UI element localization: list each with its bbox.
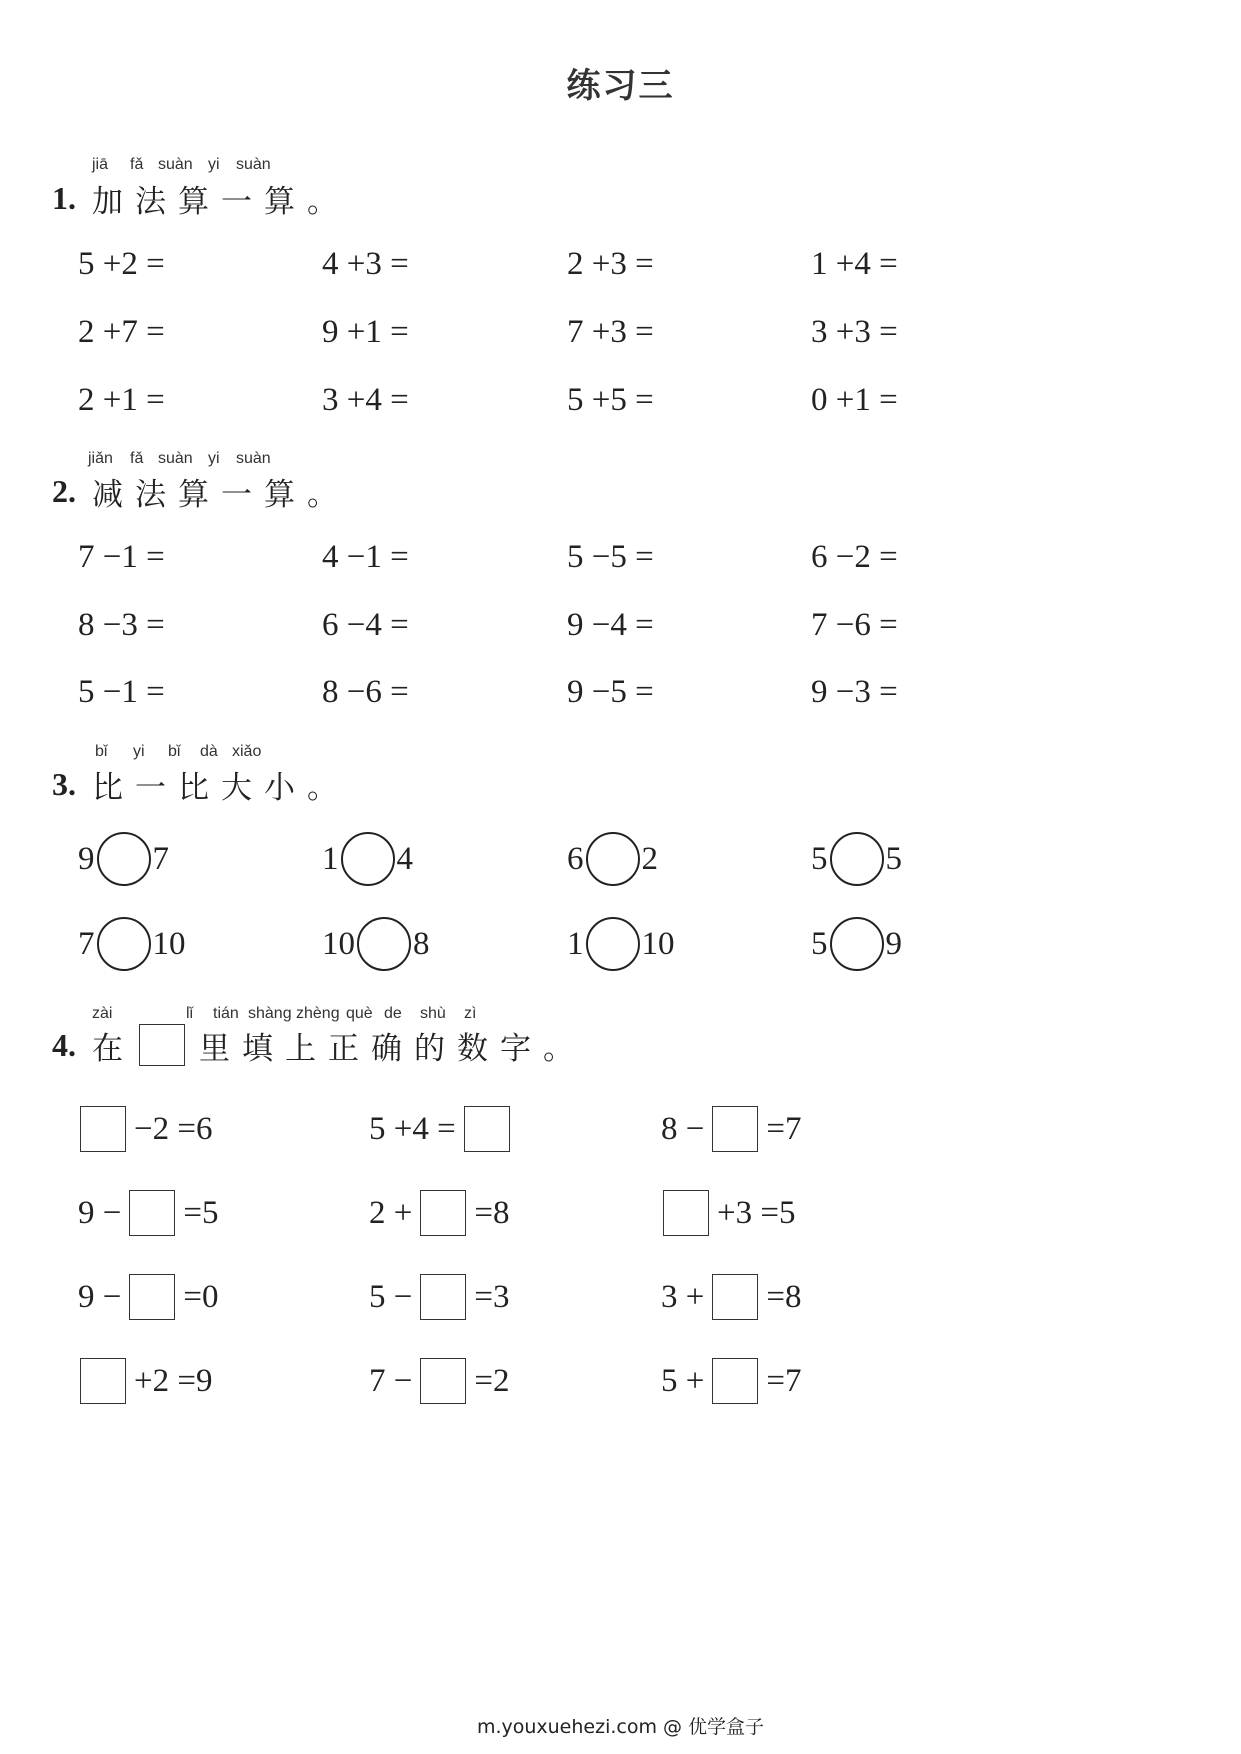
pinyin: suàn	[236, 450, 271, 467]
answer-box[interactable]	[464, 1106, 510, 1152]
equation-part: 5 +4 =	[369, 1110, 456, 1147]
fill-item	[80, 1356, 212, 1406]
answer-box[interactable]	[712, 1274, 758, 1320]
section-number: 1.	[52, 179, 76, 216]
equation: 2 +1 =	[78, 382, 165, 418]
fill-item	[80, 1104, 212, 1154]
section-number: 3.	[52, 765, 76, 802]
section-title-before: 在	[92, 1030, 135, 1067]
equation-part: 5 −	[369, 1278, 413, 1315]
answer-box[interactable]	[712, 1358, 758, 1404]
compare-item	[567, 829, 658, 889]
section-number: 2.	[52, 472, 76, 509]
equation: 8 −6 =	[322, 674, 409, 710]
answer-circle[interactable]	[586, 917, 640, 971]
equation: 2 +7 =	[78, 314, 165, 350]
answer-box[interactable]	[80, 1358, 126, 1404]
right-number: 5	[885, 840, 902, 877]
addition-row	[0, 378, 1241, 422]
equation: 5 +2 =	[78, 246, 165, 282]
equation-part: =7	[766, 1362, 802, 1399]
equation: 7 −1 =	[78, 539, 165, 575]
equation-part: =3	[474, 1278, 510, 1315]
equation-part: =5	[183, 1194, 219, 1231]
compare-item	[322, 914, 430, 974]
answer-circle[interactable]	[97, 832, 151, 886]
pinyin: shù	[420, 1005, 446, 1022]
equation-part: =8	[474, 1194, 510, 1231]
left-number: 1	[322, 840, 339, 877]
pinyin: fǎ	[130, 156, 144, 173]
equation-part: =0	[183, 1278, 219, 1315]
section-3-heading	[52, 761, 350, 807]
equation-part: +2 =9	[134, 1362, 213, 1399]
answer-circle[interactable]	[97, 917, 151, 971]
right-number: 8	[413, 925, 430, 962]
compare-item	[811, 914, 902, 974]
equation-part: =7	[766, 1110, 802, 1147]
pinyin: suàn	[236, 156, 271, 173]
left-number: 5	[811, 925, 828, 962]
pinyin: yi	[133, 743, 145, 760]
equation-part: 2 +	[369, 1194, 413, 1231]
section-title	[92, 1023, 586, 1068]
right-number: 10	[152, 925, 186, 962]
equation: 3 +3 =	[811, 314, 898, 350]
equation: 9 −5 =	[567, 674, 654, 710]
equation: 5 −5 =	[567, 539, 654, 575]
equation-part: +3 =5	[717, 1194, 796, 1231]
compare-item	[78, 914, 186, 974]
equation: 9 +1 =	[322, 314, 409, 350]
addition-row	[0, 242, 1241, 286]
left-number: 6	[567, 840, 584, 877]
section-title: 减法算一算。	[92, 476, 350, 513]
right-number: 9	[885, 925, 902, 962]
pinyin: xiǎo	[232, 743, 262, 760]
fill-item	[369, 1188, 510, 1238]
compare-item	[567, 914, 675, 974]
equation: 5 −1 =	[78, 674, 165, 710]
section-number: 4.	[52, 1026, 76, 1063]
section-title-after: 里填上正确的数字。	[199, 1030, 586, 1067]
answer-circle[interactable]	[341, 832, 395, 886]
pinyin: zài	[92, 1005, 113, 1022]
equation-part: 8 −	[661, 1110, 705, 1147]
section-1-heading	[52, 175, 350, 221]
equation-part: =8	[766, 1278, 802, 1315]
answer-box[interactable]	[663, 1190, 709, 1236]
equation-part: =2	[474, 1362, 510, 1399]
subtraction-row	[0, 603, 1241, 647]
footer-watermark: m.youxuehezi.com @ 优学盒子	[476, 1716, 765, 1738]
fill-item	[661, 1356, 802, 1406]
pinyin: yi	[208, 450, 220, 467]
answer-circle[interactable]	[586, 832, 640, 886]
page-title: 练习三	[566, 66, 675, 106]
pinyin: suàn	[158, 450, 193, 467]
equation-part: 7 −	[369, 1362, 413, 1399]
pinyin: què	[346, 1005, 373, 1022]
equation: 7 −6 =	[811, 607, 898, 643]
answer-box[interactable]	[129, 1190, 175, 1236]
fill-item	[369, 1272, 510, 1322]
answer-box[interactable]	[420, 1358, 466, 1404]
equation: 0 +1 =	[811, 382, 898, 418]
equation-part: 9 −	[78, 1194, 122, 1231]
fill-item	[369, 1356, 510, 1406]
equation-part: 3 +	[661, 1278, 705, 1315]
compare-item	[811, 829, 902, 889]
fill-item	[661, 1272, 802, 1322]
equation: 3 +4 =	[322, 382, 409, 418]
right-number: 2	[641, 840, 658, 877]
left-number: 5	[811, 840, 828, 877]
fill-item	[661, 1104, 802, 1154]
pinyin: dà	[200, 743, 218, 760]
addition-row	[0, 310, 1241, 354]
right-number: 10	[641, 925, 675, 962]
answer-circle[interactable]	[357, 917, 411, 971]
pinyin: lǐ	[186, 1005, 194, 1022]
answer-box[interactable]	[712, 1106, 758, 1152]
left-number: 9	[78, 840, 95, 877]
pinyin: jiǎn	[88, 450, 113, 467]
section-4-heading	[52, 1022, 586, 1068]
equation: 9 −4 =	[567, 607, 654, 643]
pinyin: tián	[213, 1005, 239, 1022]
fill-item	[663, 1188, 795, 1238]
answer-box[interactable]	[420, 1274, 466, 1320]
equation: 4 +3 =	[322, 246, 409, 282]
answer-box[interactable]	[80, 1106, 126, 1152]
subtraction-row	[0, 535, 1241, 579]
left-number: 7	[78, 925, 95, 962]
equation: 6 −2 =	[811, 539, 898, 575]
pinyin: bǐ	[95, 743, 108, 760]
section-title: 加法算一算。	[92, 183, 350, 220]
equation: 5 +5 =	[567, 382, 654, 418]
right-number: 4	[396, 840, 413, 877]
right-number: 7	[152, 840, 169, 877]
equation: 2 +3 =	[567, 246, 654, 282]
pinyin: jiā	[92, 156, 109, 173]
equation: 6 −4 =	[322, 607, 409, 643]
subtraction-row	[0, 670, 1241, 714]
answer-box[interactable]	[129, 1274, 175, 1320]
pinyin: fǎ	[130, 450, 144, 467]
left-number: 10	[322, 925, 355, 962]
pinyin: suàn	[158, 156, 193, 173]
pinyin: bǐ	[168, 743, 181, 760]
fill-item	[369, 1104, 518, 1154]
fill-item	[78, 1188, 219, 1238]
equation: 9 −3 =	[811, 674, 898, 710]
pinyin: zhèng	[296, 1005, 340, 1022]
equation: 8 −3 =	[78, 607, 165, 643]
pinyin: zì	[464, 1005, 477, 1022]
answer-box[interactable]	[420, 1190, 466, 1236]
equation: 4 −1 =	[322, 539, 409, 575]
equation-part: −2 =6	[134, 1110, 213, 1147]
equation: 1 +4 =	[811, 246, 898, 282]
compare-item	[78, 829, 169, 889]
left-number: 1	[567, 925, 584, 962]
fill-item	[78, 1272, 219, 1322]
pinyin: shàng	[248, 1005, 292, 1022]
answer-circle[interactable]	[830, 832, 884, 886]
equation: 7 +3 =	[567, 314, 654, 350]
section-2-heading	[52, 468, 350, 514]
pinyin: yi	[208, 156, 220, 173]
answer-circle[interactable]	[830, 917, 884, 971]
section-title: 比一比大小。	[92, 769, 350, 806]
equation-part: 5 +	[661, 1362, 705, 1399]
pinyin: de	[384, 1005, 402, 1022]
compare-item	[322, 829, 413, 889]
equation-part: 9 −	[78, 1278, 122, 1315]
example-box	[139, 1024, 185, 1066]
